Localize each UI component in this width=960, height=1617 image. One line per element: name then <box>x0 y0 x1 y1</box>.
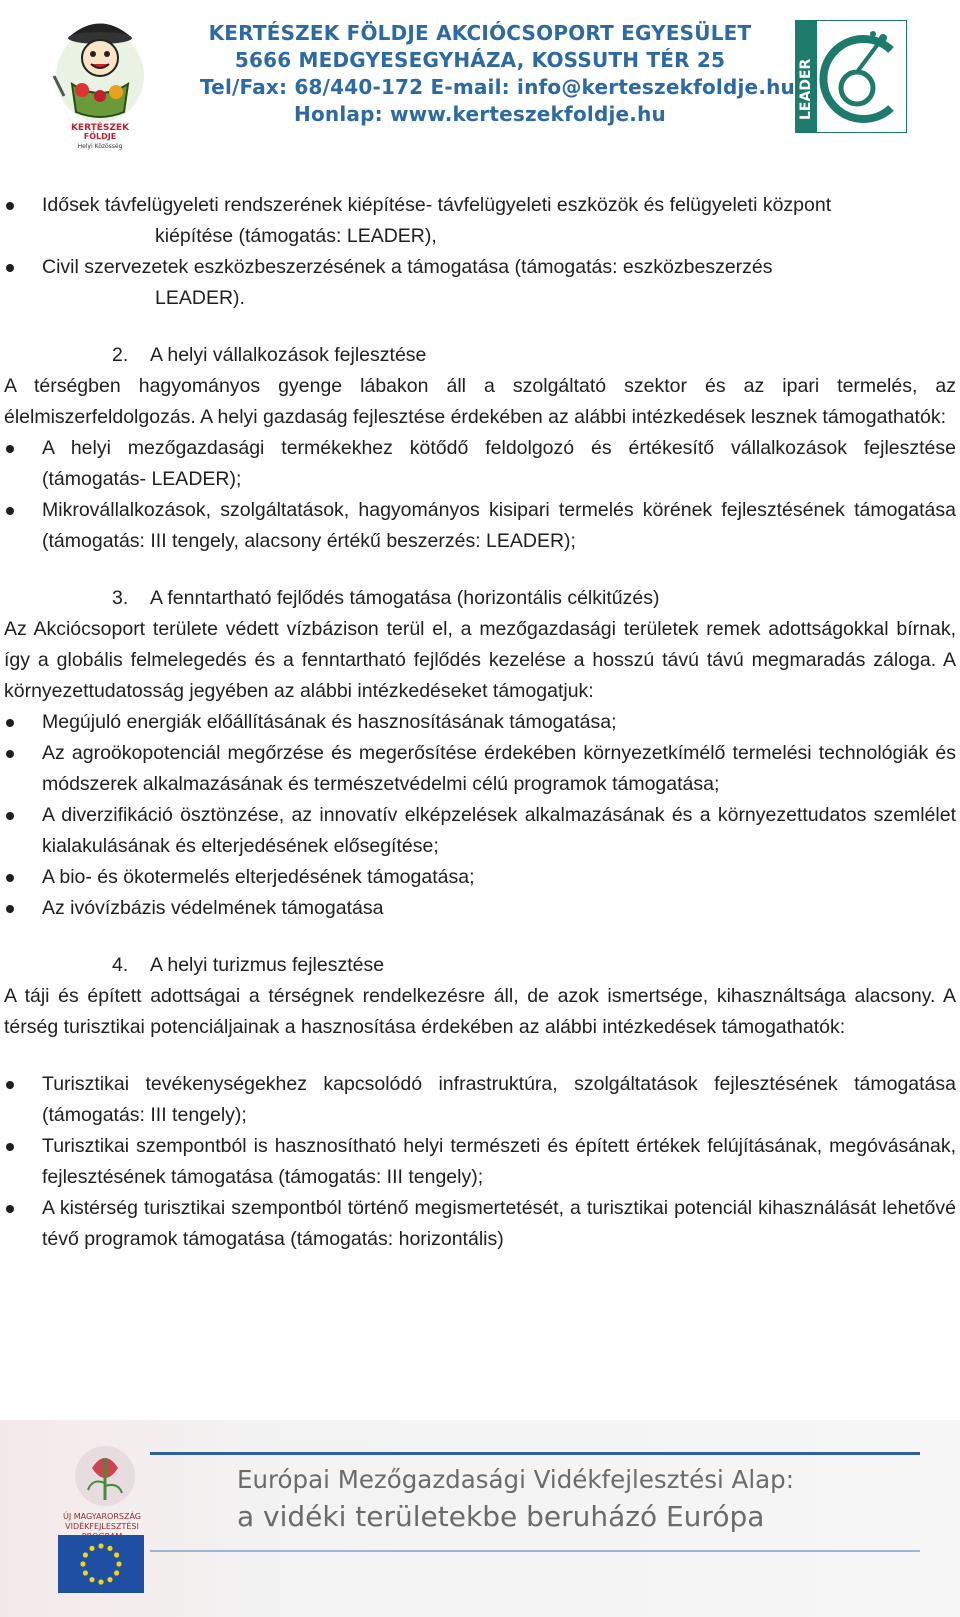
org-website: Honlap: www.kerteszekfoldje.hu <box>294 102 666 126</box>
section-number: 3. <box>112 587 129 609</box>
bullet-icon <box>6 1205 14 1213</box>
logo-left-text-2: FÖLDJE <box>83 132 117 141</box>
leader-logo <box>795 20 907 133</box>
bullet-icon <box>6 445 14 453</box>
bullet-icon <box>6 264 14 272</box>
list-item-continuation: LEADER). <box>155 287 245 309</box>
bullet-icon <box>6 1143 14 1151</box>
list-item <box>4 1069 956 1131</box>
section-number: 2. <box>112 344 129 366</box>
list-item <box>4 707 956 738</box>
list-item <box>4 1193 956 1255</box>
organization-info <box>200 20 795 128</box>
org-address: 5666 MEDGYESEGYHÁZA, KOSSUTH TÉR 25 <box>234 48 726 72</box>
list-item <box>4 433 956 495</box>
funding-footer <box>0 1420 960 1617</box>
list-item-text: A helyi mezőgazdasági termékekhez kötődő feldolgozó és értékesítő vállalkozások fejlesztése (támogatás- LEADER); <box>42 437 956 490</box>
list-item <box>4 495 956 557</box>
top-bullet-list <box>4 190 956 314</box>
section-title: A helyi vállalkozások fejlesztése <box>150 344 427 366</box>
list-item-text: Megújuló energiák előállításának és hasznosításának támogatása; <box>42 711 617 733</box>
org-contact: Tel/Fax: 68/440-172 E-mail: info@kerteszekfoldje.hu <box>200 75 795 99</box>
section-number: 4. <box>112 954 129 976</box>
list-item-text: A diverzifikáció ösztönzése, az innovatív elképzelések alkalmazásának és a környezettudatos szemlélet kialakulásának és elterjedésének elősegítése; <box>42 804 956 857</box>
list-item-text: Mikrovállalkozások, szolgáltatások, hagyományos kisipari termelés körének fejlesztésének támogatása (támogatás: III tengely, alacsony értékű beszerzés: LEADER); <box>42 499 956 552</box>
section-bullet-list <box>4 1069 956 1255</box>
list-item <box>4 738 956 800</box>
section-title: A helyi turizmus fejlesztése <box>150 954 385 976</box>
section-heading <box>4 583 956 614</box>
list-item-text: A kistérség turisztikai szempontból történő megismertetését, a turisztikai potenciál kihasználását lehetővé tévő programok támogatása (támogatás: horizontális) <box>42 1197 956 1250</box>
letterhead <box>0 0 960 160</box>
section-intro: Az Akciócsoport területe védett vízbázison terül el, a mezőgazdasági területek remek adottságokkal bírnak, így a globális felmelegedés és a fenntartható fejlődés kezelése a hosszú távú távú megmaradás záloga. A környezettudatosság jegyében az alábbi intézkedéseket támogatjuk: <box>4 618 956 702</box>
list-item <box>4 190 956 252</box>
list-item <box>4 252 956 314</box>
section-intro: A térségben hagyományos gyenge lábakon áll a szolgáltató szektor és az ipari termelés, az élelmiszerfeldolgozás. A helyi gazdaság fejlesztése érdekében az alábbi intézkedések lesznek támogathatók: <box>4 375 956 428</box>
bullet-icon <box>6 812 14 820</box>
org-name: KERTÉSZEK FÖLDJE AKCIÓCSOPORT EGYESÜLET <box>208 21 752 45</box>
program-name-text: ÚJ MAGYARORSZÁG VIDÉKFEJLESZTÉSI <box>62 1512 142 1531</box>
section-bullet-list <box>4 433 956 557</box>
footer-slogan-line-1: Európai Mezőgazdasági Vidékfejlesztési Alap: <box>237 1465 794 1494</box>
list-item <box>4 862 956 893</box>
list-item <box>4 1131 956 1193</box>
logo-left-text-1: KERTÉSZEK <box>70 123 130 133</box>
section-bullet-list <box>4 707 956 924</box>
list-item-text: A bio- és ökotermelés elterjedésének támogatása; <box>42 866 475 888</box>
list-item <box>4 893 956 924</box>
list-item-text: Turisztikai szempontból is hasznosítható helyi természeti és épített értékek felújításának, megóvásának, fejlesztésének támogatása (támogatás: III tengely); <box>42 1135 956 1188</box>
list-item-continuation: kiépítése (támogatás: LEADER), <box>155 225 437 247</box>
list-item-text: Turisztikai tevékenységekhez kapcsolódó infrastruktúra, szolgáltatások fejlesztésének támogatása (támogatás: III tengely); <box>42 1073 956 1126</box>
logo-left-text-3: Helyi Közösség <box>77 143 123 150</box>
section-heading <box>4 340 956 371</box>
kerteszek-foldje-logo <box>50 6 150 151</box>
document-body <box>4 190 956 1255</box>
footer-slogan-line-2: a vidéki területekbe beruházó Európa <box>237 1500 765 1533</box>
bullet-icon <box>6 750 14 758</box>
list-item-text: Civil szervezetek eszközbeszerzésének a támogatása (támogatás: eszközbeszerzés <box>42 256 773 278</box>
spacer <box>4 1043 956 1069</box>
section-heading <box>4 950 956 981</box>
bullet-icon <box>6 905 14 913</box>
section-title: A fenntartható fejlődés támogatása (horizontális célkitűzés) <box>150 587 660 609</box>
list-item <box>4 800 956 862</box>
list-item-text: Az agroökopotenciál megőrzése és megerősítése érdekében környezetkímélő termelési technológiák és módszerek alkalmazásának és természetvédelmi célú programok támogatása; <box>42 742 956 795</box>
logo-right-text: LEADER <box>798 58 814 120</box>
footer-divider <box>150 1452 920 1455</box>
bullet-icon <box>6 202 14 210</box>
section-intro: A táji és épített adottságai a térségnek rendelkezésre áll, de azok ismertsége, kihasználtsága alacsony. A térség turisztikai potenciáljainak a hasznosítása érdekében az alábbi intézkedések támogathatók: <box>4 985 956 1038</box>
bullet-icon <box>6 874 14 882</box>
bullet-icon <box>6 719 14 727</box>
list-item-text: Idősek távfelügyeleti rendszerének kiépítése- távfelügyeleti eszközök és felügyeleti központ <box>42 194 832 216</box>
bullet-icon <box>6 507 14 515</box>
bullet-icon <box>6 1081 14 1089</box>
footer-divider <box>150 1550 920 1552</box>
eu-flag-icon <box>58 1535 144 1593</box>
list-item-text: Az ivóvízbázis védelmének támogatása <box>42 897 384 919</box>
